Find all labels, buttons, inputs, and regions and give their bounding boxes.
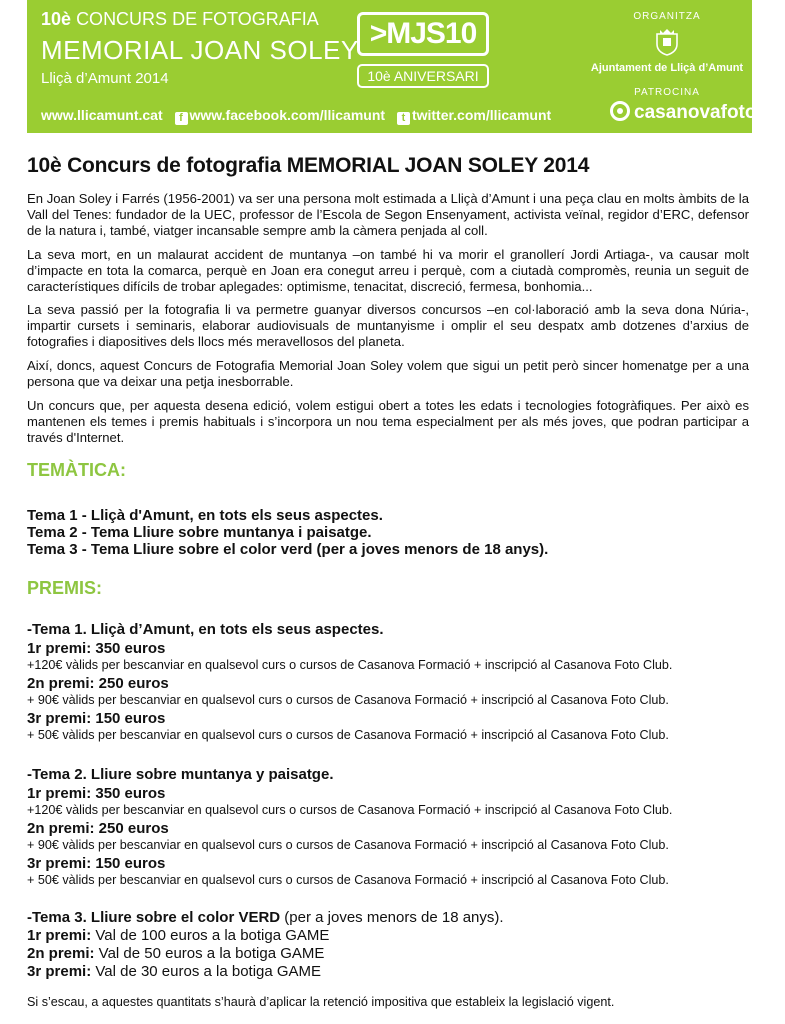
header-banner [27,0,757,133]
organitza-label: ORGANITZA [633,11,701,22]
tema-item: Tema 3 - Tema Lliure sobre el color verd (per a joves menors de 18 anys). [27,540,549,558]
tema-item: Tema 1 - Lliçà d'Amunt, en tots els seus aspectes. [27,506,383,524]
prize-detail: Val de 30 euros a la botiga GAME [91,962,322,980]
memorial-title: MEMORIAL JOAN SOLEY [41,35,359,65]
casanovafoto-logo [610,101,756,124]
prize-group-tema-2 [27,766,749,889]
tematica-heading: TEMÀTICA: [27,459,126,480]
facebook-link[interactable]: www.facebook.com/llicamunt [189,107,386,123]
prize-group-title [27,909,749,927]
prize-label: 2n premi: [27,944,95,962]
patrocina-label: PATROCINA [634,87,700,98]
prize-label: 1r premi: [27,926,92,944]
prize-detail: + 50€ vàlids per bescanviar en qualsevol curs o cursos de Casanova Formació + inscripció al Casanova Foto Club. [27,872,669,887]
ajuntament-label: Ajuntament de Lliçà d’Amunt [590,62,744,74]
prize-group-tema-3 [27,909,749,981]
banner-links [41,107,551,125]
tema3-prize [27,963,749,981]
mjs-logo: >MJS10 [357,12,489,56]
prize-label: 2n premi: 250 euros [27,819,169,837]
prize-label: 1r premi: 350 euros [27,639,166,657]
sponsor-name: casanovafoto [634,102,757,123]
website-link[interactable]: www.llicamunt.cat [41,107,163,123]
paragraph: La seva passió per la fotografia li va permetre guanyar diversos concursos –en col·laboració amb la seva dona Núria-, impartir cursets i seminaris, elaborar audiovisuals de muntanyisme i omplir el seu despatx amb dotzenes d’arxius de fotografies i diapositives dels llocs més meravellosos del planeta. [27,302,749,350]
prize-detail: + 90€ vàlids per bescanviar en qualsevol curs o cursos de Casanova Formació + inscripció al Casanova Foto Club. [27,837,669,852]
tematica-list [27,507,749,558]
facebook-icon: f [175,112,188,125]
prize-label: 3r premi: 150 euros [27,709,166,727]
tema3-title-bold: -Tema 3. Lliure sobre el color VERD [27,908,281,926]
anniversary-badge: 10è ANIVERSARI [357,64,489,88]
town-crest-icon [655,28,679,56]
contest-line [41,9,319,30]
main-content [27,154,749,1009]
prize-group-title: -Tema 2. Lliure sobre muntanya y paisatge. [27,765,334,783]
prize-label: 3r premi: [27,962,92,980]
prize-detail: Val de 100 euros a la botiga GAME [91,926,330,944]
edition-label: 10è [41,9,72,29]
paragraph: En Joan Soley i Farrés (1956-2001) va ser una persona molt estimada a Lliçà d’Amunt i una peça clau en molts àmbits de la Vall del Tenes: fundador de la UEC, professor de l’Escola de Segon Ensenyament, activista veïnal, regidor d’ERC, defensor de la natura i, també, viatger incansable sempre amb la càmera penjada al coll. [27,191,749,238]
camera-lens-icon [610,101,630,121]
tema3-prize [27,945,749,963]
prize-group-title: -Tema 1. Lliçà d’Amunt, en tots els seus aspectes. [27,620,384,638]
prize-detail: + 50€ vàlids per bescanviar en qualsevol curs o cursos de Casanova Formació + inscripció al Casanova Foto Club. [27,727,669,742]
premis-heading: PREMIS: [27,577,103,598]
prize-detail: + 90€ vàlids per bescanviar en qualsevol curs o cursos de Casanova Formació + inscripció al Casanova Foto Club. [27,692,669,707]
place-year: Lliçà d’Amunt 2014 [41,70,169,87]
prize-label: 2n premi: 250 euros [27,674,169,692]
prize-label: 1r premi: 350 euros [27,784,166,802]
page-title: 10è Concurs de fotografia MEMORIAL JOAN SOLEY 2014 [27,154,590,177]
prize-group-tema-1 [27,621,749,744]
tema3-title-rest: (per a joves menors de 18 anys). [280,908,504,926]
twitter-link[interactable]: twitter.com/llicamunt [411,107,552,123]
tax-note: Si s’escau, a aquestes quantitats s’haurà d’aplicar la retenció impositiva que estableix la legislació vigent. [27,994,615,1009]
paragraph: Un concurs que, per aquesta desena edició, volem estigui obert a totes les edats i tecnologies fotogràfiques. Per això es mantenen els temes i premis habituals i s’incorpora un nou tema especialment per als més joves, que podran participar a través d'Internet. [27,397,749,445]
paragraph: Així, doncs, aquest Concurs de Fotografia Memorial Joan Soley volem que sigui un petit però sincer homenatge per a una persona que va deixar una petja inesborrable. [27,358,749,390]
contest-name: CONCURS DE FOTOGRAFIA [76,9,319,29]
twitter-icon: t [397,112,410,125]
prize-detail: Val de 50 euros a la botiga GAME [94,944,325,962]
prize-detail: +120€ vàlids per bescanviar en qualsevol curs o cursos de Casanova Formació + inscripció al Casanova Foto Club. [27,657,673,672]
prize-detail: +120€ vàlids per bescanviar en qualsevol curs o cursos de Casanova Formació + inscripció al Casanova Foto Club. [27,802,673,817]
tema3-prize [27,927,749,945]
paragraph: La seva mort, en un malaurat accident de muntanya –on també hi va morir el granollerí Jordi Artiaga-, va causar molt d’impacte en tota la comarca, perquè en Joan era conegut arreu i perquè, com a ciutadà compromès, reunia un seguit de característiques difícils de trobar aplegades: optimisme, tenacitat, discreció, fermesa, bonhomia... [27,246,749,294]
prize-label: 3r premi: 150 euros [27,854,166,872]
tema-item: Tema 2 - Tema Lliure sobre muntanya i paisatge. [27,523,372,541]
